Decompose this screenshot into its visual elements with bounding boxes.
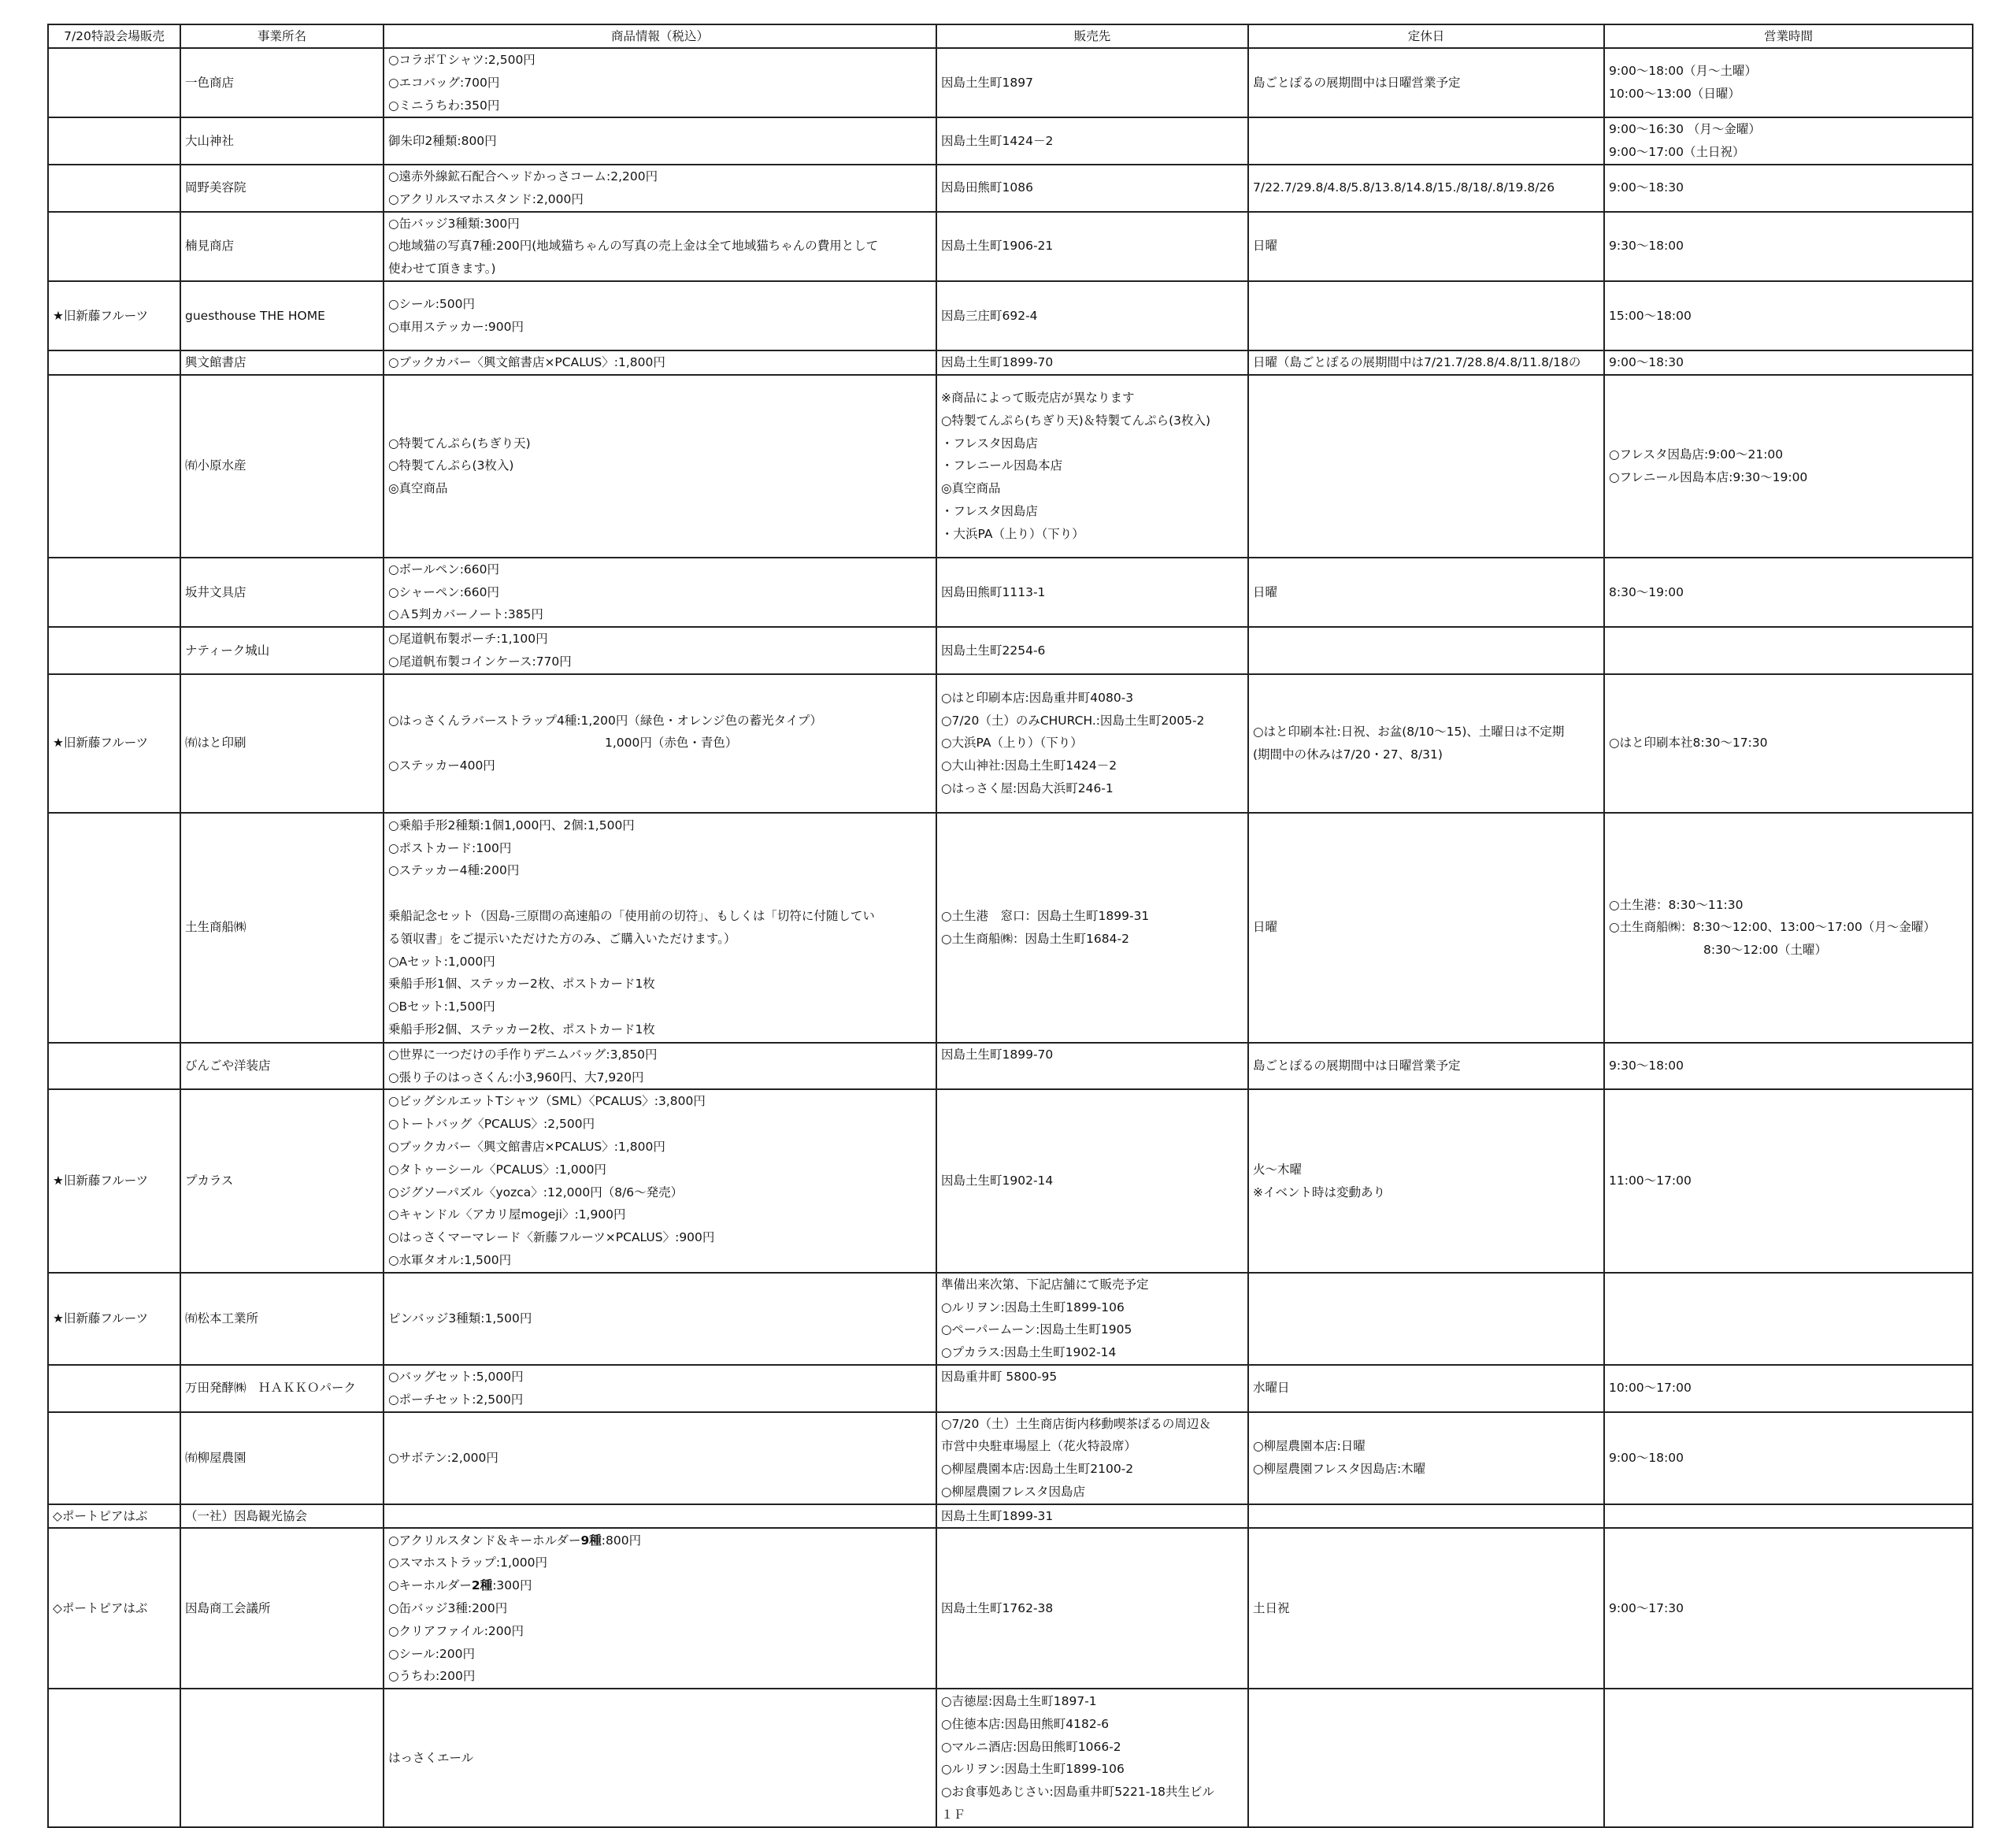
cell-closed-days bbox=[1248, 375, 1604, 558]
seller-line: ○土生港 窓口：因島土生町1899-31 bbox=[941, 908, 1150, 923]
cell-closed-days bbox=[1248, 117, 1604, 165]
hours-line: 15:00〜18:00 bbox=[1609, 308, 1692, 323]
table-row bbox=[48, 165, 1973, 212]
table-row bbox=[48, 1689, 1973, 1827]
cell-venue: ★旧新藤フルーツ bbox=[48, 1273, 180, 1365]
header-business-name: 事業所名 bbox=[180, 24, 384, 48]
cell-closed-days bbox=[1248, 674, 1604, 813]
closed-line: 日曜 bbox=[1253, 920, 1278, 935]
cell-closed-days bbox=[1248, 558, 1604, 627]
products-line: ○ポーチセット:2,500円 bbox=[388, 1392, 524, 1407]
cell-business-hours bbox=[1604, 375, 1973, 558]
hours-line: 9:30〜18:00 bbox=[1609, 239, 1684, 254]
products-line: ○張り子のはっさくん:小3,960円、大7,920円 bbox=[388, 1070, 644, 1085]
cell-venue bbox=[48, 117, 180, 165]
products-line: ○Ａ5判カバーノート:385円 bbox=[388, 607, 543, 622]
cell-business-hours bbox=[1604, 48, 1973, 117]
closed-line: 土日祝 bbox=[1253, 1601, 1290, 1616]
cell-closed-days bbox=[1248, 1089, 1604, 1272]
cell-seller bbox=[936, 1412, 1248, 1504]
seller-line: ○ルリヲン:因島土生町1899-106 bbox=[941, 1762, 1125, 1777]
seller-line: 因島田熊町1086 bbox=[941, 180, 1033, 195]
table-row bbox=[48, 375, 1973, 558]
header-product-info: 商品情報（税込） bbox=[384, 24, 936, 48]
seller-line: ○マルニ酒店:因島田熊町1066-2 bbox=[941, 1739, 1121, 1754]
cell-closed-days bbox=[1248, 165, 1604, 212]
products-line: ○シャーペン:660円 bbox=[388, 584, 500, 599]
cell-products bbox=[384, 212, 936, 281]
cell-venue bbox=[48, 1412, 180, 1504]
products-line: ○シール:200円 bbox=[388, 1646, 476, 1661]
table-row bbox=[48, 674, 1973, 813]
cell-business-hours bbox=[1604, 212, 1973, 281]
products-line: ○缶バッジ3種:200円 bbox=[388, 1601, 508, 1616]
table-body bbox=[48, 48, 1973, 1827]
table-row bbox=[48, 1528, 1973, 1689]
products-line: ○スマホストラップ:1,000円 bbox=[388, 1555, 548, 1570]
seller-line: ○土生商船㈱：因島土生町1684-2 bbox=[941, 931, 1129, 946]
cell-business-name: びんごや洋装店 bbox=[180, 1043, 384, 1090]
seller-line: ・フレニール因島本店 bbox=[941, 458, 1063, 473]
cell-business-hours bbox=[1604, 1689, 1973, 1827]
cell-seller bbox=[936, 1089, 1248, 1272]
cell-business-name: プカラス bbox=[180, 1089, 384, 1272]
seller-line: ○柳屋農園フレスタ因島店 bbox=[941, 1484, 1085, 1499]
products-line: ○サボテン:2,000円 bbox=[388, 1450, 498, 1465]
table-row bbox=[48, 1365, 1973, 1412]
products-line: はっさくエール bbox=[388, 1751, 474, 1766]
hours-line: 10:00〜17:00 bbox=[1609, 1381, 1692, 1396]
products-line: ○缶バッジ3種類:300円 bbox=[388, 216, 520, 231]
seller-line: ○お食事処あじさい:因島重井町5221-18共生ビル bbox=[941, 1785, 1215, 1800]
cell-business-name: 楠見商店 bbox=[180, 212, 384, 281]
header-seller: 販売先 bbox=[936, 24, 1248, 48]
hours-line: 9:00〜16:30 （月〜金曜） bbox=[1609, 122, 1761, 137]
seller-line: 因島土生町1762-38 bbox=[941, 1601, 1054, 1616]
cell-business-hours bbox=[1604, 1043, 1973, 1090]
cell-seller bbox=[936, 1043, 1248, 1090]
cell-closed-days bbox=[1248, 1412, 1604, 1504]
seller-line: ○ペーパームーン:因島土生町1905 bbox=[941, 1322, 1132, 1337]
cell-products bbox=[384, 1043, 936, 1090]
products-line: ○ステッカー400円 bbox=[388, 758, 495, 773]
products-line: ○ポストカード:100円 bbox=[388, 840, 512, 855]
hours-line: 9:00〜18:00 bbox=[1609, 1450, 1684, 1465]
cell-business-hours bbox=[1604, 1365, 1973, 1412]
cell-venue bbox=[48, 558, 180, 627]
seller-line: 因島土生町2254-6 bbox=[941, 643, 1046, 658]
products-line: 乗船手形1個、ステッカー2枚、ポストカード1枚 bbox=[388, 977, 655, 992]
hours-line: 9:30〜18:00 bbox=[1609, 1059, 1684, 1073]
closed-line: ○はと印刷本社:日祝、お盆(8/10〜15)、土曜日は不定期 bbox=[1253, 724, 1565, 739]
cell-seller bbox=[936, 1689, 1248, 1827]
cell-business-name: ㈲松本工業所 bbox=[180, 1273, 384, 1365]
closed-line: (期間中の休みは7/20・27、8/31) bbox=[1253, 747, 1443, 762]
table-row bbox=[48, 1089, 1973, 1272]
cell-business-name: 因島商工会議所 bbox=[180, 1528, 384, 1689]
cell-business-hours bbox=[1604, 674, 1973, 813]
products-line: ○シール:500円 bbox=[388, 297, 476, 312]
cell-business-hours bbox=[1604, 1412, 1973, 1504]
products-line: ○アクリルスマホスタンド:2,000円 bbox=[388, 191, 584, 206]
products-line: ○ステッカー4種:200円 bbox=[388, 863, 520, 878]
seller-line: ○ルリヲン:因島土生町1899-106 bbox=[941, 1300, 1125, 1314]
products-line: ○アクリルスタンド＆キーホルダー9種:800円 bbox=[388, 1533, 642, 1548]
cell-products bbox=[384, 1504, 936, 1529]
cell-business-name: 大山神社 bbox=[180, 117, 384, 165]
shop-sales-table bbox=[47, 24, 1973, 1828]
seller-line: ・フレスタ因島店 bbox=[941, 436, 1038, 451]
seller-line: ○はっさく屋:因島大浜町246-1 bbox=[941, 781, 1114, 795]
cell-venue: ★旧新藤フルーツ bbox=[48, 1089, 180, 1272]
cell-business-name: 岡野美容院 bbox=[180, 165, 384, 212]
hours-line: 8:30〜19:00 bbox=[1609, 584, 1684, 599]
seller-line: 因島土生町1906-21 bbox=[941, 239, 1054, 254]
cell-closed-days bbox=[1248, 48, 1604, 117]
seller-line: ○吉徳屋:因島土生町1897-1 bbox=[941, 1694, 1097, 1709]
closed-line: 日曜（島ごとぽるの展期間中は7/21.7/28.8/4.8/11.8/18の bbox=[1253, 354, 1581, 369]
cell-business-name: ㈲はと印刷 bbox=[180, 674, 384, 813]
cell-products bbox=[384, 165, 936, 212]
seller-line: 準備出来次第、下記店舗にて販売予定 bbox=[941, 1277, 1149, 1292]
products-line: 御朱印2種類:800円 bbox=[388, 133, 497, 148]
products-line: ○キーホルダー2種:300円 bbox=[388, 1578, 532, 1593]
cell-closed-days bbox=[1248, 1528, 1604, 1689]
products-line: ○遠赤外線鉱石配合ヘッドかっさコーム:2,200円 bbox=[388, 169, 658, 184]
seller-line: ○7/20（土）土生商店街内移動喫茶ぽるの周辺＆ bbox=[941, 1416, 1211, 1431]
table-row bbox=[48, 48, 1973, 117]
table-row bbox=[48, 813, 1973, 1043]
cell-venue bbox=[48, 1043, 180, 1090]
hours-line: ○はと印刷本社8:30〜17:30 bbox=[1609, 736, 1768, 751]
cell-products bbox=[384, 1089, 936, 1272]
closed-line: 日曜 bbox=[1253, 239, 1278, 254]
cell-closed-days bbox=[1248, 1043, 1604, 1090]
cell-seller bbox=[936, 350, 1248, 375]
seller-line: 因島重井町 5800-95 bbox=[941, 1369, 1058, 1384]
seller-line: 因島土生町1899-31 bbox=[941, 1508, 1054, 1523]
cell-business-hours bbox=[1604, 1089, 1973, 1272]
cell-venue bbox=[48, 375, 180, 558]
products-line: ○乗船手形2種類:1個1,000円、2個:1,500円 bbox=[388, 818, 635, 832]
products-line: 乗船手形2個、ステッカー2枚、ポストカード1枚 bbox=[388, 1022, 655, 1036]
cell-seller bbox=[936, 627, 1248, 674]
products-line bbox=[388, 882, 932, 905]
hours-line: ○フレスタ因島店:9:00〜21:00 bbox=[1609, 447, 1784, 462]
cell-seller bbox=[936, 813, 1248, 1043]
cell-business-hours bbox=[1604, 558, 1973, 627]
hours-line: 9:00〜18:30 bbox=[1609, 180, 1684, 195]
products-line: ○尾道帆布製コインケース:770円 bbox=[388, 654, 572, 669]
seller-line: 因島田熊町1113-1 bbox=[941, 584, 1046, 599]
cell-closed-days bbox=[1248, 627, 1604, 674]
products-line: る領収書」をご提示いただけた方のみ、ご購入いただけます。） bbox=[388, 931, 736, 946]
products-line: ○Aセット:1,000円 bbox=[388, 954, 495, 969]
cell-closed-days bbox=[1248, 1689, 1604, 1827]
cell-closed-days bbox=[1248, 350, 1604, 375]
cell-seller bbox=[936, 165, 1248, 212]
cell-venue: ★旧新藤フルーツ bbox=[48, 674, 180, 813]
cell-venue: ◇ポートピアはぶ bbox=[48, 1528, 180, 1689]
cell-venue bbox=[48, 1365, 180, 1412]
hours-line: ○フレニール因島本店:9:30〜19:00 bbox=[1609, 469, 1808, 484]
cell-business-name: （一社）因島観光協会 bbox=[180, 1504, 384, 1529]
cell-business-name: 興文館書店 bbox=[180, 350, 384, 375]
seller-line: ・大浜PA（上り）（下り） bbox=[941, 526, 1084, 541]
cell-venue bbox=[48, 212, 180, 281]
products-line: ○特製てんぷら(ちぎり天) bbox=[388, 436, 531, 451]
closed-line: 火〜木曜 bbox=[1253, 1162, 1303, 1177]
products-line: ○バッグセット:5,000円 bbox=[388, 1369, 524, 1384]
seller-line: 因島土生町1899-70 bbox=[941, 354, 1054, 369]
products-line: 乗船記念セット（因島-三原間の高速船の「使用前の切符」、もしくは「切符に付随してい bbox=[388, 908, 875, 923]
cell-business-hours bbox=[1604, 813, 1973, 1043]
cell-business-hours bbox=[1604, 281, 1973, 350]
header-row bbox=[48, 24, 1973, 48]
cell-seller bbox=[936, 117, 1248, 165]
products-line: ○ミニうちわ:350円 bbox=[388, 98, 500, 113]
products-line: ○うちわ:200円 bbox=[388, 1669, 476, 1684]
cell-closed-days bbox=[1248, 1504, 1604, 1529]
cell-products bbox=[384, 1412, 936, 1504]
table-row bbox=[48, 1273, 1973, 1365]
closed-line: ※イベント時は変動あり bbox=[1253, 1185, 1385, 1200]
cell-closed-days bbox=[1248, 212, 1604, 281]
cell-venue bbox=[48, 1689, 180, 1827]
closed-line: 7/22.7/29.8/4.8/5.8/13.8/14.8/15./8/18/.8/19.8/26 bbox=[1253, 180, 1555, 195]
cell-venue bbox=[48, 627, 180, 674]
products-line: ○タトゥーシール〈PCALUS〉:1,000円 bbox=[388, 1162, 606, 1177]
products-line: ○ブックカバー〈興文館書店×PCALUS〉:1,800円 bbox=[388, 1139, 665, 1154]
seller-line: ○特製てんぷら(ちぎり天)＆特製てんぷら(3枚入) bbox=[941, 413, 1211, 428]
table-row bbox=[48, 558, 1973, 627]
seller-line: ○大山神社:因島土生町1424－2 bbox=[941, 758, 1117, 773]
cell-business-name: 一色商店 bbox=[180, 48, 384, 117]
seller-line: 因島土生町1897 bbox=[941, 75, 1033, 90]
hours-line: ○土生商船㈱：8:30〜12:00、13:00〜17:00（月〜金曜） bbox=[1609, 920, 1936, 935]
cell-closed-days bbox=[1248, 1365, 1604, 1412]
hours-line: ○土生港：8:30〜11:30 bbox=[1609, 897, 1744, 912]
header-closed-days: 定休日 bbox=[1248, 24, 1604, 48]
table-row bbox=[48, 212, 1973, 281]
seller-line: 因島土生町1424－2 bbox=[941, 133, 1054, 148]
cell-business-hours bbox=[1604, 350, 1973, 375]
cell-products bbox=[384, 1689, 936, 1827]
products-line: ◎真空商品 bbox=[388, 481, 448, 496]
products-line: ○コラボＴシャツ:2,500円 bbox=[388, 53, 536, 67]
seller-line: ○プカラス:因島土生町1902-14 bbox=[941, 1345, 1117, 1360]
table-row bbox=[48, 627, 1973, 674]
hours-line: 10:00〜13:00（日曜） bbox=[1609, 87, 1740, 102]
cell-venue bbox=[48, 813, 180, 1043]
products-line: ○水軍タオル:1,500円 bbox=[388, 1252, 512, 1267]
cell-products bbox=[384, 48, 936, 117]
products-line: ○Bセット:1,500円 bbox=[388, 999, 495, 1014]
products-line: 使わせて頂きます。) bbox=[388, 261, 496, 276]
cell-seller bbox=[936, 1528, 1248, 1689]
cell-seller bbox=[936, 1273, 1248, 1365]
closed-line: ○柳屋農園フレスタ因島店:木曜 bbox=[1253, 1462, 1426, 1477]
cell-business-name: 坂井文具店 bbox=[180, 558, 384, 627]
hours-line: 9:00〜17:00（土日祝） bbox=[1609, 145, 1745, 160]
seller-line: ◎真空商品 bbox=[941, 481, 1001, 496]
cell-venue: ◇ポートピアはぶ bbox=[48, 1504, 180, 1529]
cell-seller bbox=[936, 674, 1248, 813]
products-line: ○特製てんぷら(3枚入) bbox=[388, 458, 514, 473]
seller-line: ○大浜PA（上り）（下り） bbox=[941, 736, 1083, 751]
seller-line: ・フレスタ因島店 bbox=[941, 503, 1038, 518]
products-line: ○キャンドル〈アカリ屋mogeji〉:1,900円 bbox=[388, 1207, 626, 1222]
cell-products bbox=[384, 117, 936, 165]
seller-line: 因島土生町1899-70 bbox=[941, 1047, 1054, 1062]
seller-line: 市営中央駐車場屋上（花火特設席） bbox=[941, 1439, 1137, 1454]
products-line: 1,000円（赤色・青色） bbox=[605, 736, 738, 751]
seller-line: ○柳屋農園本店:因島土生町2100-2 bbox=[941, 1462, 1134, 1477]
cell-business-name: guesthouse THE HOME bbox=[180, 281, 384, 350]
products-line: ○地域猫の写真7種:200円(地域猫ちゃんの写真の売上金は全て地域猫ちゃんの費用として bbox=[388, 239, 879, 254]
products-line: ○トートバッグ〈PCALUS〉:2,500円 bbox=[388, 1117, 595, 1132]
closed-line: 島ごとぽるの展期間中は日曜営業予定 bbox=[1253, 75, 1461, 90]
hours-line: 9:00〜18:00（月〜土曜） bbox=[1609, 64, 1757, 79]
cell-business-hours bbox=[1604, 627, 1973, 674]
cell-products bbox=[384, 558, 936, 627]
seller-line: ○はと印刷本店:因島重井町4080-3 bbox=[941, 690, 1134, 705]
products-line: ○ジグソーパズル〈yozca〉:12,000円（8/6〜発売） bbox=[388, 1185, 684, 1200]
cell-products bbox=[384, 1273, 936, 1365]
cell-seller bbox=[936, 1365, 1248, 1412]
header-venue: 7/20特設会場販売 bbox=[48, 24, 180, 48]
cell-products bbox=[384, 813, 936, 1043]
products-line: ○尾道帆布製ポーチ:1,100円 bbox=[388, 632, 548, 647]
cell-products bbox=[384, 281, 936, 350]
seller-line: 因島土生町1902-14 bbox=[941, 1174, 1054, 1188]
closed-line: ○柳屋農園本店:日曜 bbox=[1253, 1439, 1366, 1454]
table-row bbox=[48, 1043, 1973, 1090]
cell-business-hours bbox=[1604, 1273, 1973, 1365]
cell-products bbox=[384, 350, 936, 375]
products-line: ピンバッジ3種類:1,500円 bbox=[388, 1311, 532, 1326]
cell-business-hours bbox=[1604, 1504, 1973, 1529]
cell-business-name: 土生商船㈱ bbox=[180, 813, 384, 1043]
products-line: ○ブックカバー〈興文館書店×PCALUS〉:1,800円 bbox=[388, 354, 665, 369]
cell-closed-days bbox=[1248, 281, 1604, 350]
hours-line: 8:30〜12:00（土曜） bbox=[1703, 943, 1827, 958]
cell-products bbox=[384, 627, 936, 674]
table-row bbox=[48, 1412, 1973, 1504]
table-row bbox=[48, 117, 1973, 165]
cell-products bbox=[384, 375, 936, 558]
cell-seller bbox=[936, 212, 1248, 281]
cell-business-hours bbox=[1604, 1528, 1973, 1689]
seller-line: ○住徳本店:因島田熊町4182-6 bbox=[941, 1716, 1110, 1731]
cell-business-hours bbox=[1604, 117, 1973, 165]
cell-seller bbox=[936, 281, 1248, 350]
table-row bbox=[48, 350, 1973, 375]
seller-line: 因島三庄町692-4 bbox=[941, 308, 1038, 323]
cell-seller bbox=[936, 48, 1248, 117]
products-line: ○クリアファイル:200円 bbox=[388, 1623, 524, 1638]
seller-line: ○7/20（土）のみCHURCH.:因島土生町2005-2 bbox=[941, 713, 1205, 728]
hours-line: 11:00〜17:00 bbox=[1609, 1174, 1692, 1188]
cell-business-name: ナティーク城山 bbox=[180, 627, 384, 674]
cell-closed-days bbox=[1248, 1273, 1604, 1365]
cell-venue bbox=[48, 350, 180, 375]
products-line: ○エコバッグ:700円 bbox=[388, 75, 500, 90]
products-line: ○車用ステッカー:900円 bbox=[388, 319, 524, 334]
cell-business-name: ㈲小原水産 bbox=[180, 375, 384, 558]
closed-line: 日曜 bbox=[1253, 584, 1278, 599]
closed-line: 島ごとぽるの展期間中は日曜営業予定 bbox=[1253, 1059, 1461, 1073]
cell-business-name: 万田発酵㈱ ＨＡＫＫＯパーク bbox=[180, 1365, 384, 1412]
cell-venue bbox=[48, 48, 180, 117]
table-row bbox=[48, 281, 1973, 350]
closed-line: 水曜日 bbox=[1253, 1381, 1290, 1396]
hours-line: 9:00〜18:30 bbox=[1609, 354, 1684, 369]
products-line: ○ビッグシルエットTシャツ（SML）〈PCALUS〉:3,800円 bbox=[388, 1094, 706, 1109]
products-line: ○はっさくマーマレード〈新藤フルーツ×PCALUS〉:900円 bbox=[388, 1230, 715, 1245]
cell-venue: ★旧新藤フルーツ bbox=[48, 281, 180, 350]
hours-line: 9:00〜17:30 bbox=[1609, 1601, 1684, 1616]
cell-venue bbox=[48, 165, 180, 212]
cell-business-name bbox=[180, 1689, 384, 1827]
cell-seller bbox=[936, 375, 1248, 558]
cell-products bbox=[384, 1528, 936, 1689]
seller-line: ※商品によって販売店が異なります bbox=[941, 390, 1135, 405]
products-line: ○ボールペン:660円 bbox=[388, 562, 500, 577]
cell-seller bbox=[936, 1504, 1248, 1529]
cell-business-hours bbox=[1604, 165, 1973, 212]
cell-closed-days bbox=[1248, 813, 1604, 1043]
products-line: ○はっさくんラバーストラップ4種:1,200円（緑色・オレンジ色の蓄光タイプ） bbox=[388, 713, 823, 728]
cell-business-name: ㈲柳屋農園 bbox=[180, 1412, 384, 1504]
header-business-hours: 営業時間 bbox=[1604, 24, 1973, 48]
products-line: ○世界に一つだけの手作りデニムバッグ:3,850円 bbox=[388, 1047, 658, 1062]
cell-seller bbox=[936, 558, 1248, 627]
seller-line: １Ｆ bbox=[941, 1808, 966, 1822]
table-row bbox=[48, 1504, 1973, 1529]
cell-products bbox=[384, 1365, 936, 1412]
cell-products bbox=[384, 674, 936, 813]
